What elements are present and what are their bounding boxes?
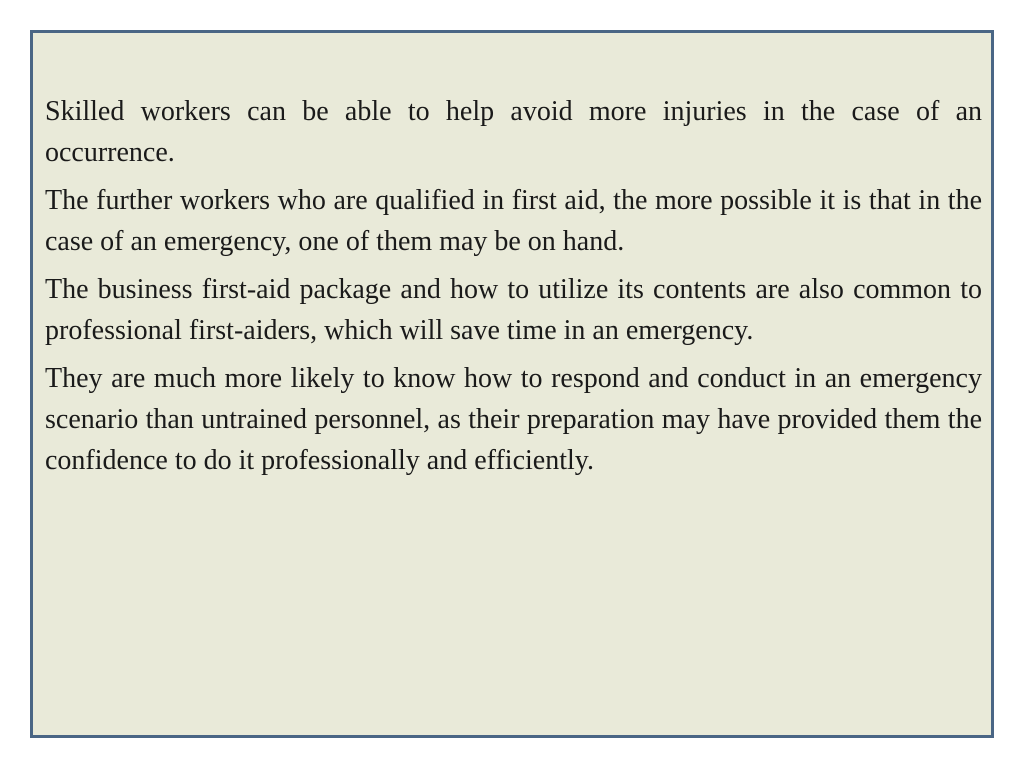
- paragraph-3: The business first-aid package and how to utilize its contents are also common to professional first-aiders, which will save time in an emergency.: [45, 274, 982, 346]
- paragraph-4: They are much more likely to know how to respond and conduct in an emergency scenario than untrained personnel, as their preparation may have provided them the confidence to do it professionally and efficiently.: [45, 363, 982, 476]
- paragraph-1: Skilled workers can be able to help avoid more injuries in the case of an occurrence.: [45, 96, 982, 168]
- paragraph-2: The further workers who are qualified in first aid, the more possible it is that in the case of an emergency, one of them may be on hand.: [45, 185, 982, 257]
- text-box: [30, 30, 994, 738]
- text-content: [45, 91, 982, 488]
